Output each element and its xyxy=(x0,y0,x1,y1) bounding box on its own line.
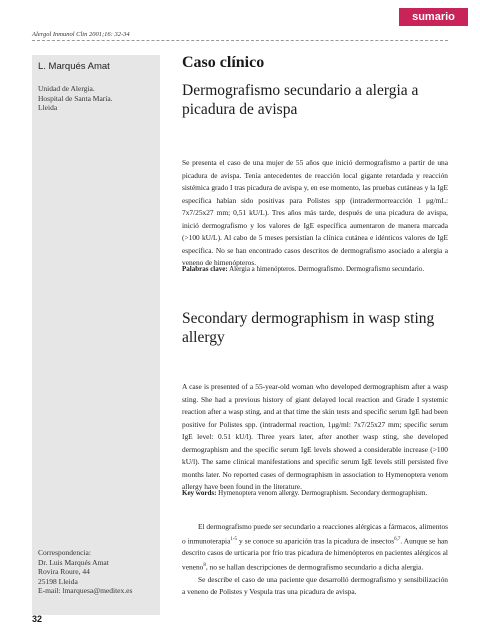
body-text: y se conoce su aparición tras la picadura de insectos xyxy=(237,535,395,545)
journal-reference: Alergol Inmunol Clin 2001;16: 32-34 xyxy=(32,31,130,38)
author-affiliation xyxy=(38,84,156,113)
body-paragraph xyxy=(182,521,448,574)
correspondence-line: Correspondencia: xyxy=(38,548,91,557)
correspondence-email[interactable]: E-mail: lmarquesa@meditex.es xyxy=(38,586,133,595)
abstract-en: A case is presented of a 55-year-old woman who developed dermographism after a wasp sting. She had a previous history of giant delayed local reaction and Grade I systemic reaction after a wasp sting, and at that time the skin tests and specific serum IgE had been positive for Polistes spp. (intradermal reaction, 1μg/ml: 7x7/25x27 mm; specific serum IgE level: 0.51 kU/l). Three years later, after another wasp sting, she developed dermographism and the specific serum IgE levels showed a considerable increase (>100 kU/l). The same clinical manifestations and specific serum IgE levels still persisted five months later. No reported cases of dermographism in association to Hymenoptera venom allergy have been found in the literature. xyxy=(182,382,448,491)
abstract-es: Se presenta el caso de una mujer de 55 años que inició dermografismo a partir de una picadura de avispa. Tenía antecedentes de reacción local gigante retardada y reacción sistémica grado I tras picadura de avispa y, en ese momento, las pruebas cutáneas y la IgE específica habían sido positivas para Polistes spp (intradermorreacción 1 μg/mL: 7x7/25x27 mm; 0,51 kU/L). Tres años más tarde, después de una picadura de avispa, inició dermografismo y los valores de IgE específica aumentaron de manera marcada (>100 kU/L). Al cabo de 5 meses persistían la clínica cutánea e idénticos valores de IgE específica. No se han encontrado casos descritos de dermografismo asociado a alergia a veneno de himenópteros. xyxy=(182,158,448,267)
author-name: L. Marqués Amat xyxy=(38,61,110,72)
article-title-en: Secondary dermographism in wasp sting allergy xyxy=(182,310,435,346)
citation: 1-5 xyxy=(230,536,238,542)
article-title-es: Dermografismo secundario a alergia a picadura de avispa xyxy=(182,82,419,118)
body-text: , no se hallan descripciones de dermografismo secundario a dicha alergia. xyxy=(205,562,424,572)
affiliation-line: Unidad de Alergia. xyxy=(38,84,95,93)
affiliation-line: Lleida xyxy=(38,103,58,112)
article-body xyxy=(182,521,448,599)
body-text: . Aunque se han descrito casos de urticaria por frío tras picadura de himenópteros en pacientes alérgicos al veneno xyxy=(182,535,448,572)
correspondence-line: Dr. Luis Marqués Amat xyxy=(38,557,109,567)
correspondence-line: Rovira Roure, 44 xyxy=(38,567,90,576)
header-divider xyxy=(32,40,448,41)
sidebar-panel xyxy=(32,55,160,615)
correspondence-line: 25198 Lleida xyxy=(38,576,78,586)
keywords-es xyxy=(182,265,452,273)
keywords-en-label: Key words: xyxy=(182,489,217,497)
citation: 6,7 xyxy=(394,536,401,542)
citation: 8 xyxy=(203,562,206,568)
section-heading: Caso clínico xyxy=(182,54,265,71)
body-paragraph: Se describe el caso de una paciente que desarrolló dermografismo y sensibilización a veneno de Polistes y Vespula tras una picadura de avispa. xyxy=(182,574,448,597)
keywords-en xyxy=(182,489,452,497)
sumario-button[interactable]: sumario xyxy=(399,8,468,26)
correspondence-block xyxy=(38,548,158,596)
affiliation-line: Hospital de Santa María. xyxy=(38,93,113,103)
keywords-es-label: Palabras clave: xyxy=(182,265,228,273)
keywords-es-text: Alergia a himenópteros. Dermografismo. Dermografismo secundario. xyxy=(229,265,425,273)
keywords-en-text: Hymenoptera venom allergy. Dermographism. Secondary dermographism. xyxy=(218,489,428,497)
page-number: 32 xyxy=(32,614,43,624)
body-text: El dermografismo puede ser secundario a reacciones alérgicas a fármacos, alimentos o inmunoterapia xyxy=(182,522,449,545)
